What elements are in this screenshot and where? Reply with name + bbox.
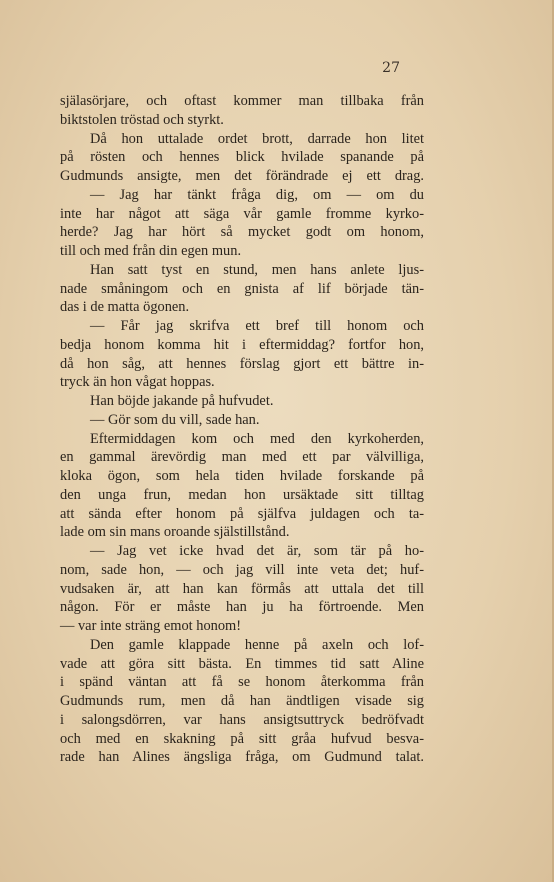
text-line: lade om sin mans oroande själstillstånd. bbox=[60, 524, 290, 541]
text-line: biktstolen tröstad och styrkt. bbox=[60, 111, 224, 128]
text-line: — Jag vet icke hvad det är, som tär på ho- bbox=[90, 543, 424, 559]
text-line: Han satt tyst en stund, men hans anlete ljus- bbox=[90, 261, 424, 278]
text-line: — Gör som du vill, sade han. bbox=[90, 411, 260, 428]
text-line: Då hon uttalade ordet brott, darrade hon litet bbox=[90, 130, 424, 147]
text-line: — var inte sträng emot honom! bbox=[60, 618, 242, 634]
text-line: das i de matta ögonen. bbox=[60, 299, 190, 316]
text-line: rade han Alines ängsliga fråga, om Gudmund talat. bbox=[60, 749, 424, 766]
text-line: vade att göra sitt bästa. En timmes tid satt Aline bbox=[60, 655, 424, 672]
text-line: nom, sade hon, — och jag vill inte veta det; huf- bbox=[60, 561, 424, 578]
text-line: herde? Jag har hört så mycket godt om honom, bbox=[60, 224, 424, 241]
page-number: 27 bbox=[382, 60, 400, 76]
text-line: att sända efter honom på själfva juldagen och ta- bbox=[60, 505, 424, 522]
text-line: den unga frun, medan hon ursäktade sitt tilltag bbox=[60, 486, 424, 503]
page-body-text bbox=[60, 92, 424, 767]
text-line: kloka ögon, som hela tiden hvilade forskande på bbox=[60, 468, 424, 484]
text-line: inte har något att säga vår gamle fromme kyrko- bbox=[60, 205, 424, 222]
text-line: i spänd väntan att få se honom återkomma från bbox=[60, 674, 424, 691]
text-line: en gammal ärevördig man med ett par välvilliga, bbox=[60, 449, 424, 466]
text-line: nade småningom och en gnista af lif började tän- bbox=[60, 280, 424, 297]
text-line: — Jag har tänkt fråga dig, om — om du bbox=[90, 186, 424, 203]
text-line: bedja honom komma hit i eftermiddag? fortfor hon, bbox=[60, 336, 424, 353]
text-line: Gudmunds rum, men då han ändtligen visade sig bbox=[60, 693, 424, 709]
text-line: då hon såg, att hennes förslag gjort ett bättre in- bbox=[60, 355, 424, 372]
text-line: tryck än hon vågat hoppas. bbox=[60, 374, 215, 391]
text-line: själasörjare, och oftast kommer man tillbaka från bbox=[60, 93, 424, 109]
text-line: på rösten och hennes blick hvilade spanande på bbox=[60, 149, 424, 166]
text-line: Eftermiddagen kom och med den kyrkoherden, bbox=[90, 430, 424, 447]
text-line: någon. För er måste han ju ha förtroende. Men bbox=[60, 599, 424, 616]
text-line: i salongsdörren, var hans ansigtsuttryck bedröfvadt bbox=[60, 711, 424, 728]
text-line: — Får jag skrifva ett bref till honom och bbox=[90, 318, 424, 334]
text-line: vudsaken är, att han kan förmås att uttala det till bbox=[60, 580, 424, 597]
text-line: till och med från din egen mun. bbox=[60, 243, 242, 259]
text-line: Den gamle klappade henne på axeln och lof- bbox=[90, 636, 424, 653]
text-line: och med en skakning på sitt gråa hufvud besva- bbox=[60, 730, 424, 747]
text-line: Gudmunds ansigte, men det förändrade ej ett drag. bbox=[60, 168, 424, 184]
text-line: Han böjde jakande på hufvudet. bbox=[90, 393, 274, 409]
